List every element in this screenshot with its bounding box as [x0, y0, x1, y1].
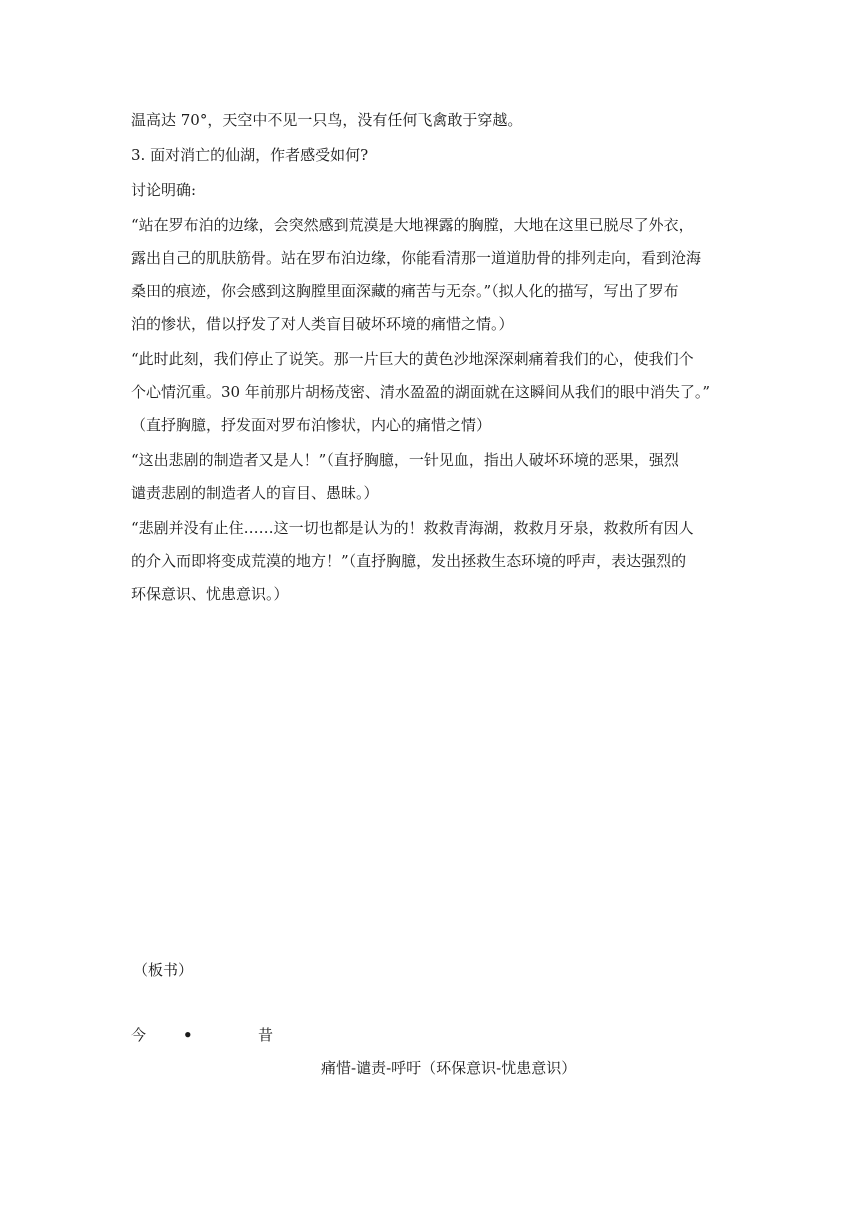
board-jin: 今 [131, 1026, 147, 1044]
question-heading: 3. 面对消亡的仙湖，作者感受如何? [131, 146, 369, 164]
text-line: 个心情沉重。30 年前那片胡杨茂密、清水盈盈的湖面就在这瞬间从我们的眼中消失了。” [131, 383, 711, 401]
text-line: “此时此刻，我们停止了说笑。那一片巨大的黄色沙地深深刺痛着我们的心，使我们个 [131, 350, 694, 368]
text-line: 谴责悲剧的制造者人的盲目、愚昧。） [131, 484, 379, 502]
board-dot: • [183, 1026, 193, 1044]
text-line: 泊的惨状，借以抒发了对人类盲目破坏环境的痛惜之情。） [131, 315, 514, 333]
text-line: “站在罗布泊的边缘，会突然感到荒漠是大地裸露的胸膛，大地在这里已脱尽了外衣， [131, 216, 694, 234]
text-line: 的介入而即将变成荒漠的地方！”（直抒胸臆，发出拯救生态环境的呼声，表达强烈的 [131, 552, 687, 570]
text-line: 桑田的痕迹，你会感到这胸膛里面深藏的痛苦与无奈。”（拟人化的描写，写出了罗布 [131, 282, 679, 300]
board-label: （板书） [133, 961, 194, 979]
text-line: （直抒胸臆，抒发面对罗布泊惨状，内心的痛惜之情） [131, 416, 492, 434]
discussion-label: 讨论明确: [131, 181, 197, 199]
board-xi: 昔 [258, 1026, 274, 1044]
text-line: 环保意识、忧患意识。） [131, 585, 289, 603]
text-line: “这出悲剧的制造者又是人！”（直抒胸臆，一针见血，指出人破坏环境的恶果，强烈 [131, 451, 679, 469]
text-line: 温高达 70°，天空中不见一只鸟，没有任何飞禽敢于穿越。 [131, 111, 523, 129]
text-line: 露出自己的肌肤筋骨。站在罗布泊边缘，你能看清那一道道肋骨的排列走向，看到沧海 [131, 249, 702, 267]
text-line: “悲剧并没有止住……这一切也都是认为的！救救青海湖，救救月牙泉，救救所有因人 [131, 519, 694, 537]
board-summary: 痛惜-谴责-呼吁（环保意识-忧患意识） [321, 1059, 577, 1077]
